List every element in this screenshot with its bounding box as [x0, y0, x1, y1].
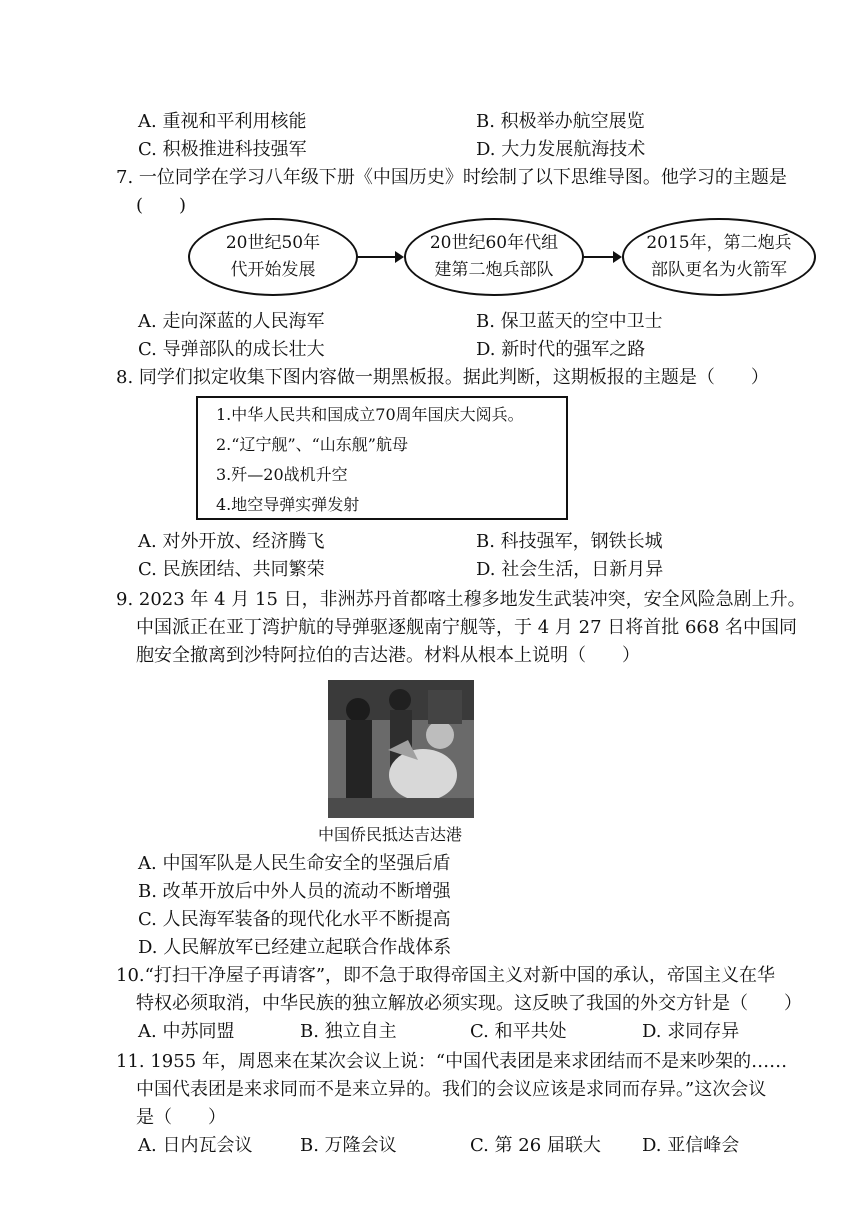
q11-stem-line2: 中国代表团是来求同而不是来立异的。我们的会议应该是求同而存异。”这次会议	[136, 1079, 767, 1100]
board-item: 3.歼—20战机升空	[216, 465, 348, 484]
board-item: 1.中华人民共和国成立70周年国庆大阅兵。	[216, 405, 524, 424]
q9-option-b: B. 改革开放后中外人员的流动不断增强	[138, 881, 451, 902]
q11-option-d: D. 亚信峰会	[642, 1135, 740, 1156]
q9-stem-line3: 胞安全撤离到沙特阿拉伯的吉达港。材料从根本上说明（ ）	[136, 645, 640, 666]
q11-option-b: B. 万隆会议	[300, 1135, 397, 1156]
photo-caption: 中国侨民抵达吉达港	[318, 825, 463, 844]
q10-option-c: C. 和平共处	[470, 1021, 567, 1042]
q10-stem-line1: 10.“打扫干净屋子再请客”，即不急于取得帝国主义对新中国的承认，帝国主义在华	[116, 965, 776, 986]
q10-option-a: A. 中苏同盟	[138, 1021, 235, 1042]
q8-stem: 8. 同学们拟定收集下图内容做一期黑板报。据此判断，这期板报的主题是（ ）	[116, 367, 769, 388]
board-item: 4.地空导弹实弹发射	[216, 495, 360, 514]
q6-option-c: C. 积极推进科技强军	[138, 139, 307, 160]
arrow-icon	[582, 256, 620, 258]
q7-option-a: A. 走向深蓝的人民海军	[138, 311, 325, 332]
q8-option-b: B. 科技强军，钢铁长城	[476, 531, 663, 552]
q10-stem-line2: 特权必须取消，中华民族的独立解放必须实现。这反映了我国的外交方针是（ ）	[136, 993, 802, 1014]
q8-option-a: A. 对外开放、经济腾飞	[138, 531, 325, 552]
q11-stem-line3: 是（ ）	[136, 1107, 226, 1128]
q6-option-a: A. 重视和平利用核能	[138, 111, 307, 132]
q7-option-d: D. 新时代的强军之路	[476, 339, 646, 360]
q6-option-b: B. 积极举办航空展览	[476, 111, 645, 132]
q7-option-c: C. 导弹部队的成长壮大	[138, 339, 325, 360]
blackboard-content-box	[196, 396, 568, 520]
q8-option-c: C. 民族团结、共同繁荣	[138, 559, 325, 580]
q9-stem-line2: 中国派正在亚丁湾护航的导弹驱逐舰南宁舰等，于 4 月 27 日将首批 668 名中国同	[136, 617, 798, 638]
mind-map-node-2: 20世纪60年代组 建第二炮兵部队	[404, 218, 584, 296]
q11-option-c: C. 第 26 届联大	[470, 1135, 601, 1156]
q7-stem-line2: ( )	[136, 195, 187, 216]
q10-option-b: B. 独立自主	[300, 1021, 397, 1042]
q9-option-a: A. 中国军队是人民生命安全的坚强后盾	[138, 853, 451, 874]
arrow-icon	[356, 256, 402, 258]
q6-option-d: D. 大力发展航海技术	[476, 139, 646, 160]
board-item: 2.“辽宁舰”、“山东舰”航母	[216, 435, 408, 454]
q9-stem-line1: 9. 2023 年 4 月 15 日，非洲苏丹首都喀土穆多地发生武装冲突，安全风险急剧上升。	[116, 589, 806, 610]
q9-option-d: D. 人民解放军已经建立起联合作战体系	[138, 937, 452, 958]
q7-option-b: B. 保卫蓝天的空中卫士	[476, 311, 663, 332]
q11-option-a: A. 日内瓦会议	[138, 1135, 253, 1156]
q10-option-d: D. 求同存异	[642, 1021, 740, 1042]
evacuation-photo	[328, 680, 474, 818]
q11-stem-line1: 11. 1955 年，周恩来在某次会议上说：“中国代表团是来求团结而不是来吵架的……	[116, 1051, 788, 1072]
mind-map-node-1: 20世纪50年 代开始发展	[188, 218, 358, 296]
q8-option-d: D. 社会生活，日新月异	[476, 559, 664, 580]
q9-option-c: C. 人民海军装备的现代化水平不断提高	[138, 909, 451, 930]
q7-stem-line1: 7. 一位同学在学习八年级下册《中国历史》时绘制了以下思维导图。他学习的主题是	[116, 167, 787, 188]
photo-image	[328, 680, 474, 818]
mind-map-node-3: 2015年，第二炮兵 部队更名为火箭军	[622, 218, 816, 296]
